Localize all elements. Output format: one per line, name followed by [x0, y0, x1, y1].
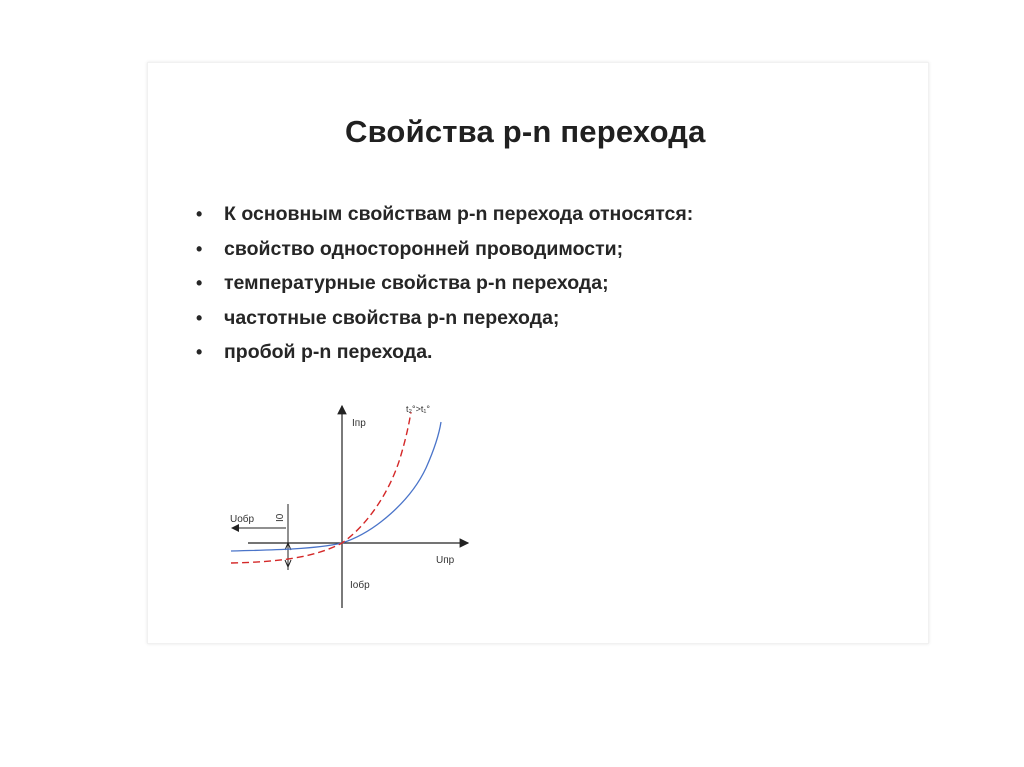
bullet-list — [196, 197, 693, 370]
y-negative-label: Iобр — [350, 580, 370, 591]
list-item — [196, 335, 693, 370]
curve-t2 — [231, 412, 411, 563]
y-positive-label: Iпр — [352, 418, 366, 429]
page-title: Свойства p-n перехода — [345, 114, 706, 149]
list-item — [196, 266, 693, 301]
list-item-text: температурные свойства p-n перехода; — [224, 272, 609, 294]
x-positive-label: Uпр — [436, 555, 455, 566]
list-item-text: пробой p-n перехода. — [224, 341, 433, 363]
x-negative-label: Uобр — [230, 514, 255, 525]
bullet-marker: • — [196, 342, 203, 362]
bullet-marker: • — [196, 307, 203, 328]
bullet-marker: • — [196, 273, 203, 293]
temperature-relation-label: t₂°>t₁° — [406, 404, 430, 414]
list-item-text: К основным свойствам p-n перехода относятся: — [224, 203, 694, 225]
iv-characteristic-diagram — [226, 400, 486, 610]
bullet-marker: • — [196, 238, 203, 259]
list-item — [196, 301, 693, 336]
list-item-text: свойство односторонней проводимости; — [224, 237, 624, 260]
list-item — [196, 232, 693, 267]
current-marker-label: I0 — [275, 513, 286, 522]
curve-t1 — [231, 422, 441, 551]
list-item-text: частотные свойства p-n перехода; — [224, 306, 560, 329]
list-item — [196, 197, 693, 232]
bullet-marker: • — [196, 204, 203, 224]
